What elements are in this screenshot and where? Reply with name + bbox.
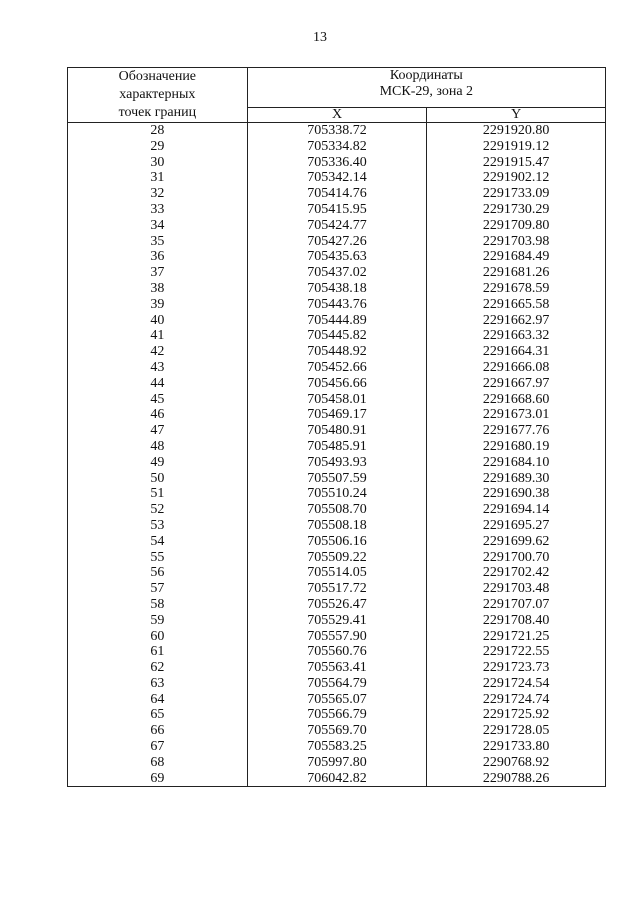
table-row	[68, 155, 606, 171]
table-body	[68, 123, 606, 787]
point-cell: 51	[68, 486, 248, 502]
table-row	[68, 644, 606, 660]
point-cell: 68	[68, 755, 248, 771]
point-cell: 59	[68, 613, 248, 629]
x-cell: 705563.41	[247, 660, 427, 676]
point-cell: 28	[68, 123, 248, 139]
point-cell: 69	[68, 771, 248, 787]
table-row	[68, 581, 606, 597]
x-cell: 705443.76	[247, 297, 427, 313]
x-cell: 705437.02	[247, 265, 427, 281]
header-point-line-2: характерных	[119, 87, 196, 102]
y-cell: 2291724.54	[427, 676, 606, 692]
y-cell: 2291725.92	[427, 707, 606, 723]
point-cell: 36	[68, 249, 248, 265]
point-cell: 53	[68, 518, 248, 534]
point-cell: 56	[68, 565, 248, 581]
point-cell: 46	[68, 407, 248, 423]
x-cell: 705507.59	[247, 471, 427, 487]
point-cell: 65	[68, 707, 248, 723]
point-cell: 62	[68, 660, 248, 676]
y-cell: 2291690.38	[427, 486, 606, 502]
x-cell: 705456.66	[247, 376, 427, 392]
point-cell: 67	[68, 739, 248, 755]
table-row	[68, 676, 606, 692]
table-row	[68, 170, 606, 186]
y-cell: 2291673.01	[427, 407, 606, 423]
table-row	[68, 471, 606, 487]
table-row	[68, 723, 606, 739]
table-row	[68, 407, 606, 423]
y-cell: 2291700.70	[427, 550, 606, 566]
point-cell: 44	[68, 376, 248, 392]
point-cell: 35	[68, 234, 248, 250]
x-cell: 705508.70	[247, 502, 427, 518]
y-cell: 2291662.97	[427, 313, 606, 329]
x-cell: 705445.82	[247, 328, 427, 344]
point-cell: 63	[68, 676, 248, 692]
point-cell: 47	[68, 423, 248, 439]
y-cell: 2291724.74	[427, 692, 606, 708]
header-point-designation	[68, 68, 248, 123]
point-cell: 49	[68, 455, 248, 471]
x-cell: 706042.82	[247, 771, 427, 787]
table-row	[68, 613, 606, 629]
y-cell: 2291666.08	[427, 360, 606, 376]
x-cell: 705564.79	[247, 676, 427, 692]
point-cell: 45	[68, 392, 248, 408]
x-cell: 705424.77	[247, 218, 427, 234]
x-cell: 705529.41	[247, 613, 427, 629]
point-cell: 60	[68, 629, 248, 645]
table-row	[68, 360, 606, 376]
y-cell: 2291665.58	[427, 297, 606, 313]
x-cell: 705458.01	[247, 392, 427, 408]
x-cell: 705517.72	[247, 581, 427, 597]
point-cell: 54	[68, 534, 248, 550]
y-cell: 2291919.12	[427, 139, 606, 155]
table-row	[68, 739, 606, 755]
y-cell: 2291663.32	[427, 328, 606, 344]
y-cell: 2291730.29	[427, 202, 606, 218]
table-row	[68, 518, 606, 534]
table-row	[68, 423, 606, 439]
point-cell: 58	[68, 597, 248, 613]
point-cell: 50	[68, 471, 248, 487]
x-cell: 705508.18	[247, 518, 427, 534]
x-cell: 705510.24	[247, 486, 427, 502]
x-cell: 705493.93	[247, 455, 427, 471]
point-cell: 31	[68, 170, 248, 186]
x-cell: 705997.80	[247, 755, 427, 771]
table-row	[68, 550, 606, 566]
table-row	[68, 771, 606, 787]
y-cell: 2291684.49	[427, 249, 606, 265]
table-row	[68, 139, 606, 155]
y-cell: 2291684.10	[427, 455, 606, 471]
x-cell: 705435.63	[247, 249, 427, 265]
y-cell: 2291733.80	[427, 739, 606, 755]
table-row	[68, 313, 606, 329]
table-row	[68, 502, 606, 518]
header-point-line-1: Обозначение	[118, 69, 197, 84]
table-row	[68, 565, 606, 581]
header-coordinates	[247, 68, 605, 108]
point-cell: 37	[68, 265, 248, 281]
y-cell: 2291708.40	[427, 613, 606, 629]
table-row	[68, 755, 606, 771]
point-cell: 41	[68, 328, 248, 344]
x-cell: 705509.22	[247, 550, 427, 566]
x-cell: 705506.16	[247, 534, 427, 550]
y-cell: 2291689.30	[427, 471, 606, 487]
y-cell: 2291915.47	[427, 155, 606, 171]
point-cell: 42	[68, 344, 248, 360]
x-cell: 705560.76	[247, 644, 427, 660]
x-cell: 705480.91	[247, 423, 427, 439]
y-cell: 2291668.60	[427, 392, 606, 408]
x-cell: 705569.70	[247, 723, 427, 739]
point-cell: 38	[68, 281, 248, 297]
coordinates-table	[67, 67, 606, 787]
x-cell: 705557.90	[247, 629, 427, 645]
point-cell: 61	[68, 644, 248, 660]
x-cell: 705469.17	[247, 407, 427, 423]
y-cell: 2291677.76	[427, 423, 606, 439]
y-cell: 2291695.27	[427, 518, 606, 534]
point-cell: 57	[68, 581, 248, 597]
table-row	[68, 376, 606, 392]
y-cell: 2290788.26	[427, 771, 606, 787]
y-cell: 2291694.14	[427, 502, 606, 518]
table-row	[68, 123, 606, 139]
table-row	[68, 660, 606, 676]
y-cell: 2291920.80	[427, 123, 606, 139]
table-row	[68, 597, 606, 613]
x-cell: 705448.92	[247, 344, 427, 360]
table-row	[68, 249, 606, 265]
x-cell: 705485.91	[247, 439, 427, 455]
table-row	[68, 234, 606, 250]
table-row	[68, 707, 606, 723]
point-cell: 32	[68, 186, 248, 202]
x-cell: 705566.79	[247, 707, 427, 723]
table-row	[68, 439, 606, 455]
table-row	[68, 534, 606, 550]
table-row	[68, 692, 606, 708]
table-row	[68, 281, 606, 297]
page-number: 13	[313, 30, 327, 45]
point-cell: 40	[68, 313, 248, 329]
x-cell: 705526.47	[247, 597, 427, 613]
y-cell: 2291699.62	[427, 534, 606, 550]
header-coords-line-2: МСК-29, зона 2	[379, 84, 474, 99]
y-cell: 2291721.25	[427, 629, 606, 645]
table-row	[68, 328, 606, 344]
table-row	[68, 186, 606, 202]
point-cell: 52	[68, 502, 248, 518]
point-cell: 48	[68, 439, 248, 455]
table-row	[68, 202, 606, 218]
y-cell: 2291678.59	[427, 281, 606, 297]
x-cell: 705452.66	[247, 360, 427, 376]
table-row	[68, 629, 606, 645]
y-cell: 2291664.31	[427, 344, 606, 360]
header-y: Y	[427, 108, 606, 123]
y-cell: 2291702.42	[427, 565, 606, 581]
y-cell: 2291680.19	[427, 439, 606, 455]
table-row	[68, 218, 606, 234]
y-cell: 2291703.98	[427, 234, 606, 250]
x-cell: 705342.14	[247, 170, 427, 186]
table-row	[68, 297, 606, 313]
x-cell: 705414.76	[247, 186, 427, 202]
table-row	[68, 392, 606, 408]
x-cell: 705444.89	[247, 313, 427, 329]
point-cell: 55	[68, 550, 248, 566]
y-cell: 2291707.07	[427, 597, 606, 613]
y-cell: 2291902.12	[427, 170, 606, 186]
x-cell: 705415.95	[247, 202, 427, 218]
table-row	[68, 455, 606, 471]
table-row	[68, 486, 606, 502]
x-cell: 705514.05	[247, 565, 427, 581]
x-cell: 705334.82	[247, 139, 427, 155]
point-cell: 30	[68, 155, 248, 171]
x-cell: 705565.07	[247, 692, 427, 708]
point-cell: 64	[68, 692, 248, 708]
table-row	[68, 265, 606, 281]
point-cell: 29	[68, 139, 248, 155]
y-cell: 2291723.73	[427, 660, 606, 676]
x-cell: 705583.25	[247, 739, 427, 755]
point-cell: 43	[68, 360, 248, 376]
point-cell: 34	[68, 218, 248, 234]
point-cell: 66	[68, 723, 248, 739]
y-cell: 2291733.09	[427, 186, 606, 202]
x-cell: 705336.40	[247, 155, 427, 171]
y-cell: 2291681.26	[427, 265, 606, 281]
y-cell: 2291709.80	[427, 218, 606, 234]
x-cell: 705427.26	[247, 234, 427, 250]
y-cell: 2291728.05	[427, 723, 606, 739]
x-cell: 705438.18	[247, 281, 427, 297]
header-point-line-3: точек границ	[118, 105, 197, 120]
point-cell: 33	[68, 202, 248, 218]
header-x: X	[247, 108, 427, 123]
table-header	[68, 68, 606, 123]
y-cell: 2291722.55	[427, 644, 606, 660]
point-cell: 39	[68, 297, 248, 313]
x-cell: 705338.72	[247, 123, 427, 139]
table-row	[68, 344, 606, 360]
y-cell: 2291703.48	[427, 581, 606, 597]
y-cell: 2291667.97	[427, 376, 606, 392]
header-coords-line-1: Координаты	[389, 68, 463, 83]
y-cell: 2290768.92	[427, 755, 606, 771]
